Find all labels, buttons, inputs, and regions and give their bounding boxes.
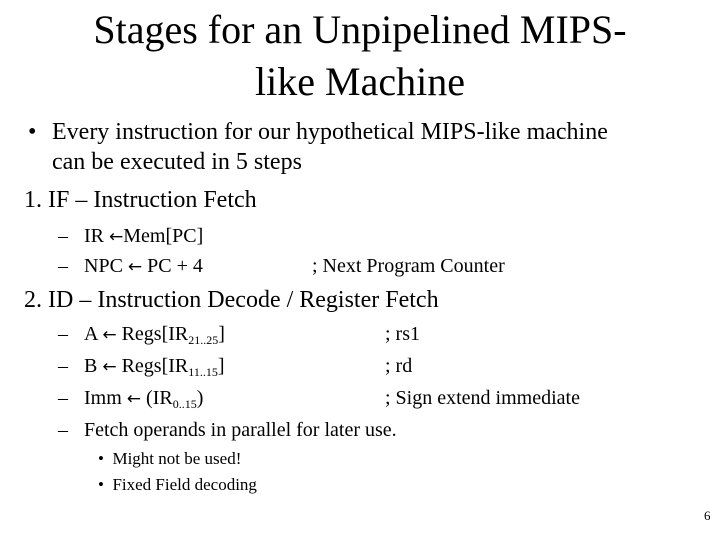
intro-line-2: can be executed in 5 steps bbox=[52, 149, 302, 175]
item-lhs: NPC bbox=[84, 255, 123, 277]
stage-2-item-imm bbox=[58, 386, 203, 411]
stage-2-item-b-comment: ; rd bbox=[385, 355, 413, 377]
dash: – bbox=[58, 255, 68, 277]
item-close: ] bbox=[217, 355, 225, 377]
dash: – bbox=[58, 419, 68, 441]
stage-2-heading bbox=[24, 286, 439, 314]
stage-1-heading bbox=[24, 186, 257, 214]
item-subscript: 21..25 bbox=[188, 333, 219, 347]
stage-2-item-b bbox=[58, 354, 225, 379]
note-not-used bbox=[98, 449, 241, 469]
note-text: Might not be used! bbox=[112, 449, 242, 468]
item-lhs: IR bbox=[84, 225, 104, 247]
item-text: Fetch operands in parallel for later use. bbox=[84, 419, 397, 441]
note-text: Fixed Field decoding bbox=[112, 475, 257, 494]
slide-title-line-1: Stages for an Unpipelined MIPS- bbox=[93, 7, 627, 52]
dash: – bbox=[58, 355, 68, 377]
item-lhs: A bbox=[84, 323, 98, 345]
intro-bullet: • bbox=[28, 119, 37, 145]
dash: – bbox=[58, 387, 68, 409]
item-close: ) bbox=[196, 387, 204, 409]
dash: – bbox=[58, 225, 68, 247]
left-arrow-icon: ← bbox=[127, 257, 143, 277]
intro-line-1: Every instruction for our hypothetical MIPS-like machine bbox=[52, 119, 608, 145]
item-lhs: B bbox=[84, 355, 98, 377]
stage-1-item-npc-comment: ; Next Program Counter bbox=[312, 255, 505, 277]
item-rhs: Regs[IR bbox=[121, 355, 189, 377]
stage-2-item-a-comment: ; rs1 bbox=[385, 323, 420, 345]
item-rhs: (IR bbox=[146, 387, 173, 409]
stage-2-item-imm-comment: ; Sign extend immediate bbox=[385, 387, 580, 409]
item-close: ] bbox=[218, 323, 225, 345]
stage-2-text: ID – Instruction Decode / Register Fetch bbox=[48, 287, 439, 313]
dash: – bbox=[58, 323, 68, 345]
stage-1-item-npc bbox=[58, 254, 203, 279]
stage-1-text: IF – Instruction Fetch bbox=[48, 187, 257, 213]
page-number: 6 bbox=[704, 508, 711, 523]
left-arrow-icon: ← bbox=[102, 325, 117, 345]
note-fixed-field bbox=[98, 475, 257, 495]
stage-2-item-fetch bbox=[58, 418, 397, 442]
item-rhs: Regs[IR bbox=[121, 323, 189, 345]
stage-1-number: 1. bbox=[24, 187, 42, 213]
left-arrow-icon: ← bbox=[102, 357, 117, 377]
left-arrow-icon: ← bbox=[109, 227, 124, 247]
stage-1-item-ir bbox=[58, 224, 203, 249]
item-subscript: 0..15 bbox=[172, 397, 197, 411]
slide-title-line-2: like Machine bbox=[255, 59, 465, 104]
item-rhs: PC + 4 bbox=[147, 255, 203, 277]
stage-2-item-a bbox=[58, 322, 225, 347]
note-bullet: • bbox=[98, 449, 104, 468]
stage-2-number: 2. bbox=[24, 287, 42, 313]
item-lhs: Imm bbox=[84, 387, 122, 409]
note-bullet: • bbox=[98, 475, 104, 494]
left-arrow-icon: ← bbox=[126, 389, 142, 409]
item-rhs: Mem[PC] bbox=[123, 225, 204, 247]
item-subscript: 11..15 bbox=[188, 365, 218, 379]
